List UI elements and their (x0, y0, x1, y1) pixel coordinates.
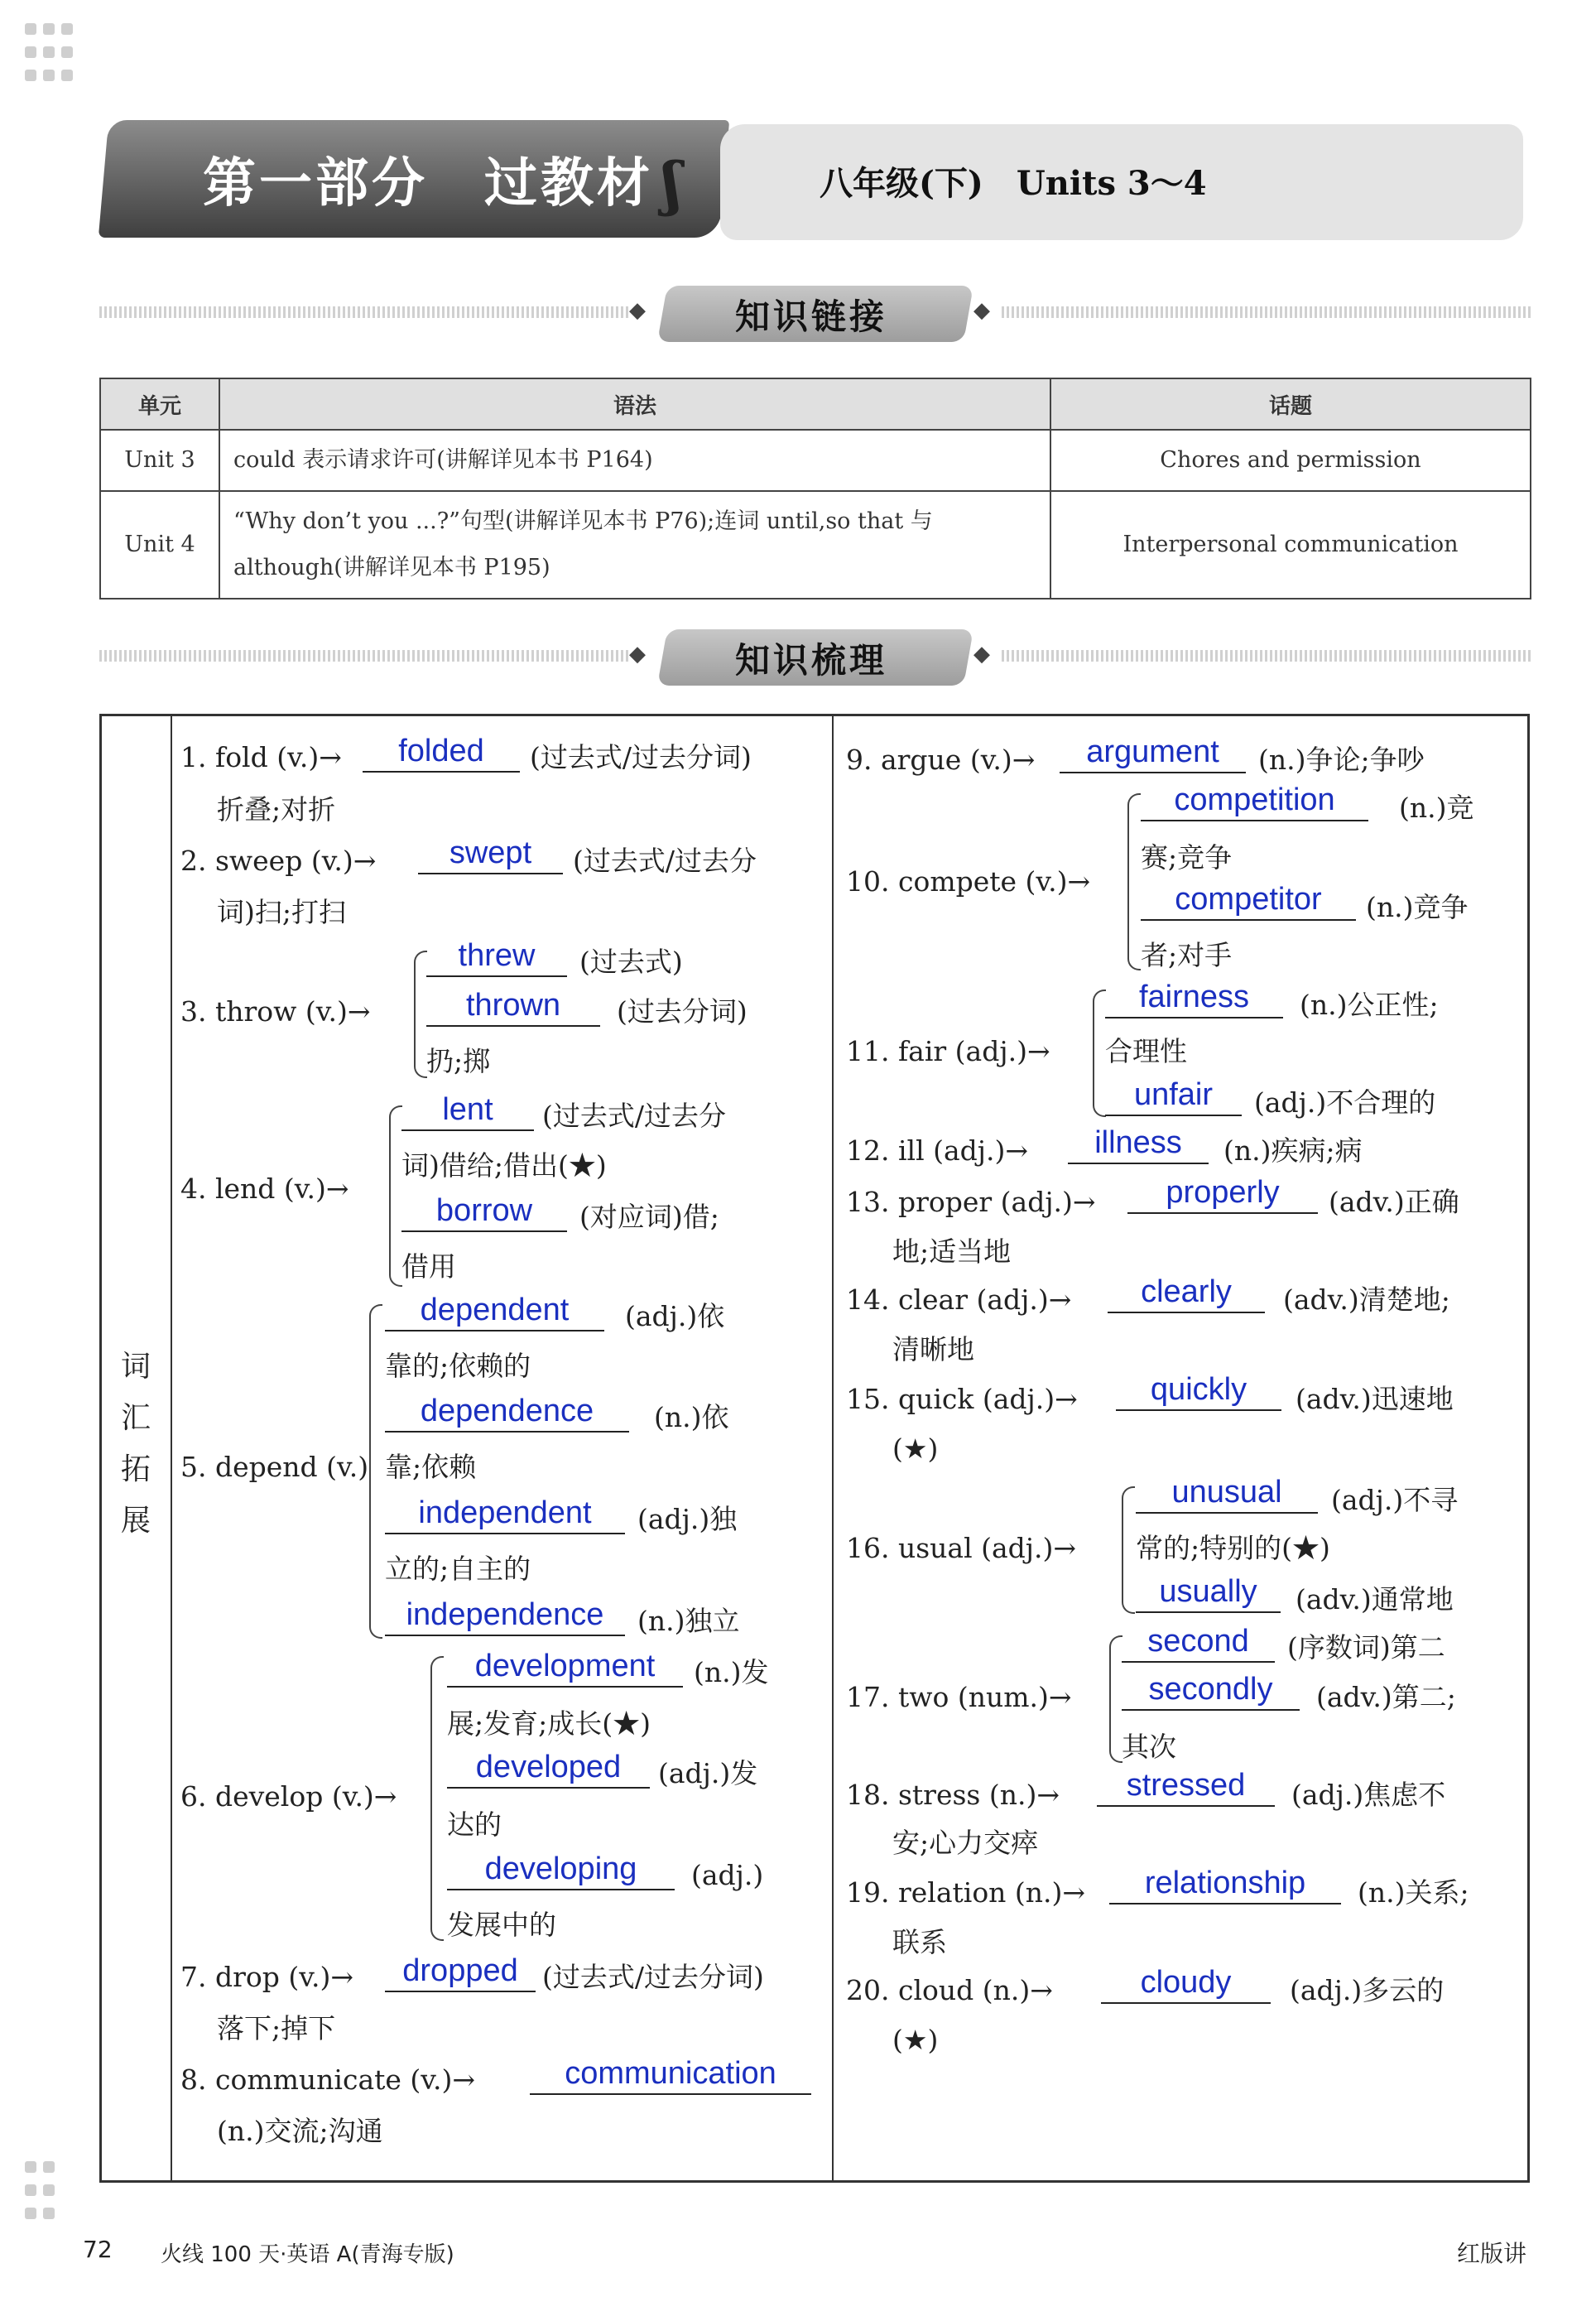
vocab-stem: 1. fold (v.)→ (180, 741, 342, 773)
corner-dots-top (25, 23, 83, 93)
vocab-note: (n.)争论;争吵 (1258, 744, 1425, 776)
vocab-answer: relationship (1109, 1865, 1341, 1904)
table-header-row (100, 378, 1531, 430)
vocab-note: 清晰地 (892, 1333, 974, 1365)
vocab-note: (n.)依 (654, 1401, 729, 1433)
vocab-stem: 13. proper (adj.)→ (846, 1186, 1096, 1218)
vocab-answer: clearly (1108, 1274, 1265, 1313)
vocab-note: (adv.)第二; (1316, 1681, 1456, 1713)
vocab-bracket (414, 951, 427, 1078)
vocab-answer: folded (363, 733, 520, 773)
vocab-answer: thrown (426, 987, 600, 1027)
vocab-stem: 11. fair (adj.)→ (846, 1035, 1050, 1067)
vocab-bracket (369, 1304, 382, 1639)
vocab-note: (n.)独立 (637, 1605, 740, 1637)
vocab-note: 立的;自主的 (385, 1553, 531, 1585)
vocab-note: 者;对手 (1141, 939, 1233, 971)
vocab-note: 靠;依赖 (385, 1451, 477, 1483)
vocab-stem: 7. drop (v.)→ (180, 1961, 353, 1993)
vocab-divider (832, 714, 834, 2183)
vocab-answer: unusual (1136, 1474, 1318, 1514)
vocab-note: 词)借给;借出(★) (401, 1149, 607, 1182)
vocab-note: 折叠;对折 (217, 793, 336, 826)
vocab-answer: independent (385, 1495, 625, 1534)
vocab-stem: 18. stress (n.)→ (846, 1779, 1060, 1811)
table-cell-grammar (219, 491, 1050, 599)
vocab-stem: 19. relation (n.)→ (846, 1876, 1086, 1909)
side-char: 展 (120, 1504, 151, 1538)
vocab-note: (adj.)依 (625, 1300, 725, 1332)
section-tick-icon: ◆ (973, 298, 990, 323)
vocab-note: 地;适当地 (892, 1235, 1012, 1268)
vocab-stem: 16. usual (adj.)→ (846, 1532, 1077, 1564)
vocab-bracket (1109, 1635, 1122, 1763)
vocab-answer: swept (418, 835, 563, 874)
vocab-note: (adj.)多云的 (1290, 1974, 1445, 2006)
section-title-knowledge-link: 知识链接 (735, 296, 888, 337)
vocab-answer: stressed (1097, 1767, 1275, 1807)
table-cell-grammar: could 表示请求许可(讲解详见本书 P164) (219, 430, 1050, 491)
vocab-note: (过去分词) (617, 995, 748, 1028)
vocab-answer: communication (530, 2055, 811, 2095)
vocab-bracket (389, 1105, 402, 1287)
vocab-note: (n.)发 (694, 1656, 769, 1688)
vocab-answer: threw (426, 937, 567, 977)
table-row (100, 430, 1531, 491)
vocab-note: 借用 (401, 1250, 456, 1283)
vocab-bracket (1093, 990, 1106, 1117)
vocab-note: (过去式) (579, 946, 683, 978)
vocab-note: (★) (892, 1433, 939, 1465)
vocab-note: (★) (892, 2024, 939, 2056)
vocab-note: (n.)关系; (1358, 1876, 1469, 1909)
section-tick-icon: ◆ (629, 298, 646, 323)
section-line-left (99, 650, 629, 662)
vocab-answer: quickly (1116, 1371, 1281, 1411)
grammar-line: “Why don’t you ...?”句型(讲解详见本书 P76);连词 until,so that 与 (233, 508, 933, 534)
vocab-stem: 2. sweep (v.)→ (180, 845, 377, 877)
vocab-answer: dependent (385, 1292, 604, 1331)
vocab-stem: 15. quick (adj.)→ (846, 1383, 1078, 1415)
vocab-note: (n.)交流;沟通 (217, 2115, 383, 2147)
knowledge-table (99, 378, 1531, 600)
vocab-note: (adj.)发 (658, 1757, 758, 1789)
vocab-stem: 20. cloud (n.)→ (846, 1974, 1053, 2006)
table-cell-unit: Unit 4 (100, 491, 219, 599)
vocab-stem: 4. lend (v.)→ (180, 1173, 349, 1205)
vocab-note: 安;心力交瘁 (892, 1827, 1039, 1859)
vocab-answer: lent (401, 1091, 534, 1131)
vocab-note: (adv.)正确 (1329, 1186, 1459, 1218)
vocab-note: 落下;掉下 (217, 2012, 336, 2044)
vocab-answer: developing (447, 1851, 675, 1890)
vocab-answer: properly (1127, 1174, 1318, 1214)
vocab-note: 发展中的 (447, 1909, 556, 1941)
vocab-note: (adj.)独 (637, 1503, 738, 1535)
page-number: 72 (83, 2236, 113, 2263)
vocab-stem: 8. communicate (v.)→ (180, 2063, 476, 2096)
vocab-answer: second (1122, 1623, 1275, 1663)
table-header-topic: 话题 (1050, 378, 1531, 430)
vocab-bracket (1127, 793, 1141, 970)
section-title-knowledge-sort: 知识梳理 (735, 640, 888, 681)
vocab-bracket (1122, 1486, 1135, 1614)
table-cell-topic: Chores and permission (1050, 430, 1531, 491)
vocab-answer: developed (447, 1749, 650, 1789)
vocab-note: (adv.)迅速地 (1296, 1383, 1454, 1415)
vocab-answer: argument (1060, 734, 1246, 773)
vocab-stem: 5. depend (v.) (180, 1451, 369, 1483)
vocab-note: 靠的;依赖的 (385, 1350, 531, 1382)
vocab-answer: independence (385, 1596, 625, 1636)
vocab-note: 赛;竞争 (1141, 841, 1233, 874)
vocab-note: 合理性 (1105, 1035, 1187, 1067)
unit-title: 八年级(下) Units 3～4 (820, 164, 1207, 203)
vocab-stem: 10. compete (v.)→ (846, 865, 1091, 898)
table-header-unit: 单元 (100, 378, 219, 430)
vocab-note: (n.)竞争 (1366, 891, 1469, 923)
side-char: 词 (120, 1350, 151, 1384)
side-char: 拓 (120, 1452, 151, 1486)
vocab-answer: borrow (401, 1192, 567, 1232)
vocab-note: (序数词)第二 (1287, 1631, 1445, 1664)
section-line-right (1002, 650, 1531, 662)
vocab-note: (过去式/过去分 (573, 845, 757, 877)
vocab-stem: 14. clear (adj.)→ (846, 1283, 1072, 1316)
vocab-stem: 9. argue (v.)→ (846, 744, 1036, 776)
vocab-answer: illness (1068, 1124, 1209, 1164)
vocab-answer: cloudy (1101, 1964, 1271, 2004)
vocab-note: (n.)竞 (1399, 792, 1474, 824)
vocab-answer: competition (1141, 782, 1368, 821)
table-header-grammar: 语法 (219, 378, 1050, 430)
vocab-note: (adv.)清楚地; (1283, 1283, 1450, 1316)
vocab-note: (过去式/过去分词) (542, 1961, 764, 1993)
vocab-note: (adj.) (691, 1859, 764, 1891)
edition-label: 红版讲 (1457, 2240, 1527, 2267)
vocab-answer: dropped (385, 1953, 536, 1992)
table-cell-topic: Interpersonal communication (1050, 491, 1531, 599)
vocab-answer: fairness (1105, 979, 1283, 1018)
vocab-note: 扔;掷 (426, 1045, 491, 1077)
vocab-note: (adj.)不合理的 (1254, 1086, 1436, 1119)
section-tick-icon: ◆ (973, 642, 990, 667)
vocab-note: 联系 (892, 1926, 947, 1958)
vocab-note: (对应词)借; (579, 1201, 719, 1233)
vocab-stem: 17. two (num.)→ (846, 1681, 1072, 1713)
hook-icon: ʃ (662, 149, 682, 218)
vocab-answer: secondly (1122, 1671, 1300, 1711)
vocab-bracket (430, 1656, 444, 1941)
vocab-note: (adv.)通常地 (1296, 1583, 1454, 1616)
vocab-note: 常的;特别的(★) (1136, 1532, 1330, 1564)
vocab-note: 其次 (1122, 1731, 1176, 1763)
vocab-answer: development (447, 1648, 683, 1688)
vocab-note: 词)扫;打扫 (217, 896, 346, 928)
vocab-note: (过去式/过去分 (542, 1100, 726, 1132)
book-title: 火线 100 天·英语 A(青海专版) (161, 2242, 454, 2267)
vocab-note: 达的 (447, 1808, 502, 1841)
vocab-note: (adj.)焦虑不 (1291, 1779, 1446, 1811)
side-char: 汇 (120, 1401, 151, 1435)
vocab-stem: 12. ill (adj.)→ (846, 1134, 1029, 1167)
section-line-right (1002, 306, 1531, 318)
vocab-note: (adj.)不寻 (1331, 1484, 1459, 1516)
vocab-answer: dependence (385, 1393, 629, 1433)
vocab-note: 展;发育;成长(★) (447, 1707, 651, 1740)
grammar-line: although(讲解详见本书 P195) (233, 555, 550, 580)
vocab-note: (过去式/过去分词) (530, 741, 752, 773)
vocab-note: (n.)疾病;病 (1223, 1134, 1363, 1167)
section-line-left (99, 306, 629, 318)
corner-dots-bottom (25, 2161, 83, 2231)
vocab-answer: competitor (1141, 881, 1356, 921)
table-cell-unit: Unit 3 (100, 430, 219, 491)
vocab-stem: 6. develop (v.)→ (180, 1780, 397, 1813)
page-title: 第一部分 过教材 (203, 153, 653, 214)
table-row (100, 491, 1531, 599)
vocab-answer: unfair (1105, 1076, 1242, 1116)
vocab-answer: usually (1136, 1573, 1281, 1613)
vocab-side-label (118, 1341, 154, 1547)
vocab-stem: 3. throw (v.)→ (180, 995, 371, 1028)
vocab-note: (n.)公正性; (1300, 989, 1439, 1021)
section-tick-icon: ◆ (629, 642, 646, 667)
